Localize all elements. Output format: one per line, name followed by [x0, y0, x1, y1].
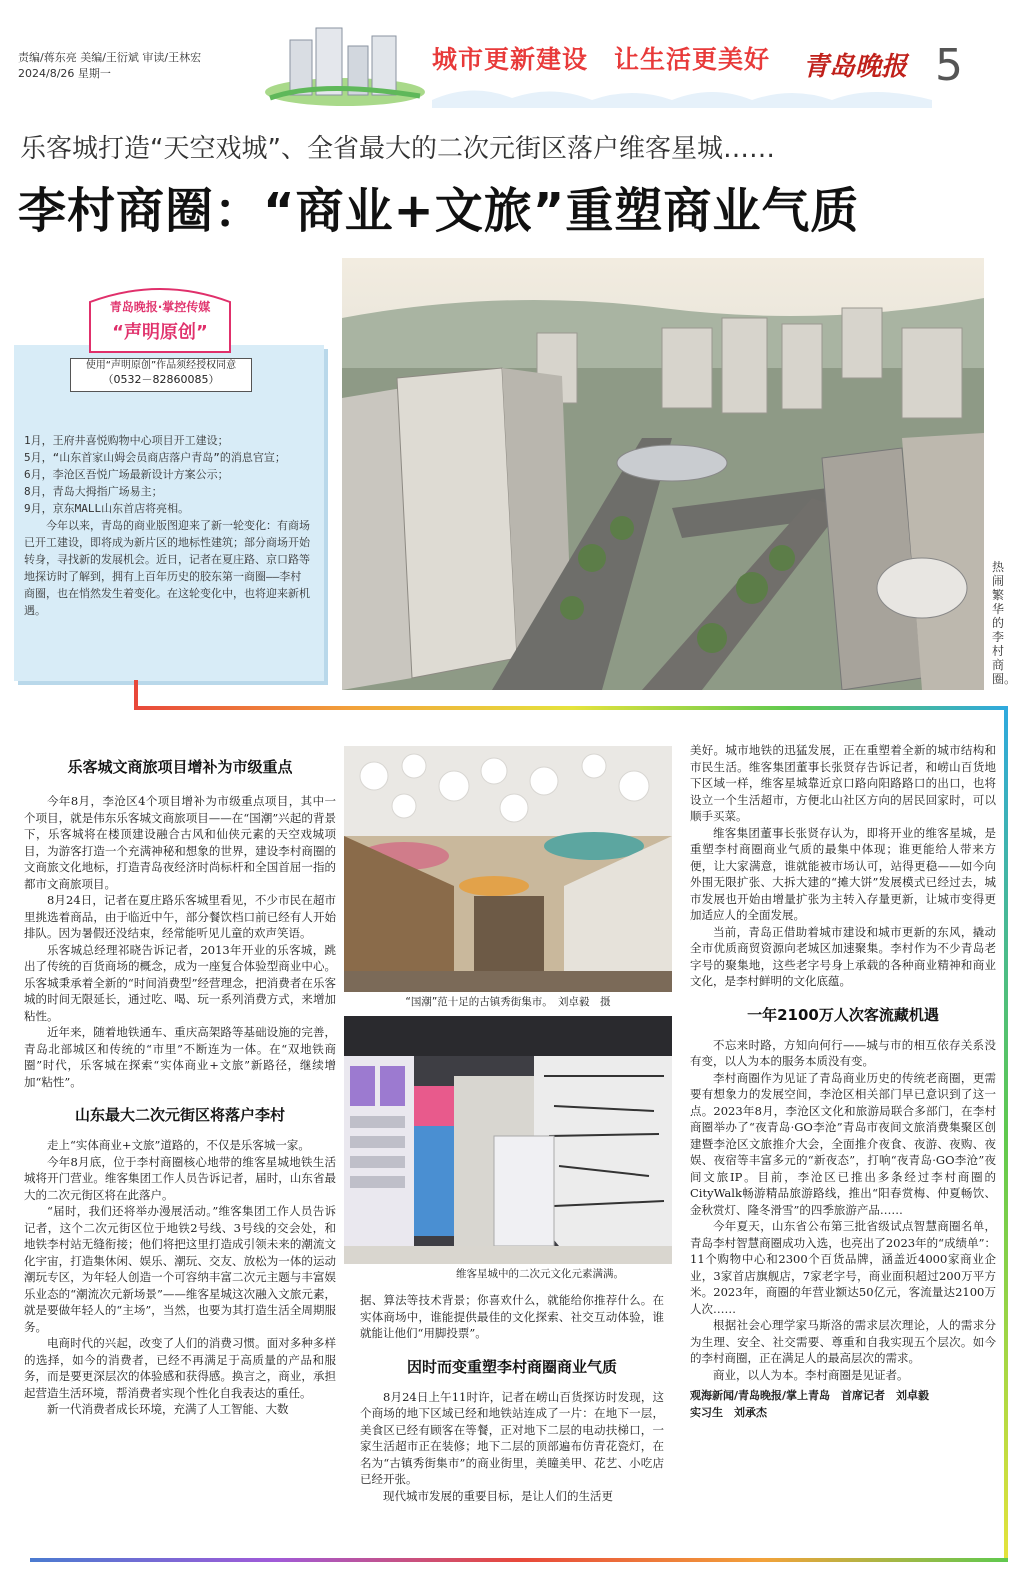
paragraph: 今年夏天，山东省公布第三批省级试点智慧商圈名单，青岛李村智慧商圈成功入选，也亮出了2023年的“成绩单”：11个购物中心和2300个百货品牌，涵盖近4000家商业企业，3家首店旗舰店，7家老字号，商业面积超过200万平方米。2023年，商圈的年营业额达50亿元，客流量达2100万人次…… [690, 1219, 996, 1316]
left-column [24, 756, 336, 1418]
paragraph: 商业，以人为本。李村商圈是见证者。 [713, 1367, 909, 1382]
section-title: 山东最大二次元街区将落户李村 [74, 1106, 285, 1124]
main-aerial-photo [342, 258, 984, 690]
paragraph: 走上“实体商业+文旅”道路的，不仅是乐客城一家。 [47, 1138, 310, 1152]
right-column [690, 742, 996, 1421]
stamp-line1: 青岛晚报·掌控传媒 [109, 300, 211, 314]
paragraph: 根据社会心理学家马斯洛的需求层次理论，人的需求分为生理、安全、社交需要、尊重和自我实现五个层次。如今的李村商圈，正在满足人的最高层次的需求。 [690, 1318, 996, 1365]
newspaper-logo: 青岛晚报 [803, 52, 908, 82]
intro-paragraph: 今年以来，青岛的商业版图迎来了新一轮变化：有商场已开工建设，即将成为新片区的地标性建筑；部分商场开始转身，寻找新的发展机会。近日，记者在夏庄路、京口路等地探访时了解到，拥有上百年历史的胶东第一商圈——李村商圈，也在悄然发生着变化。在这轮变化中，也将迎来新机遇。 [24, 519, 310, 617]
frame-top-line [136, 706, 1008, 710]
page-credits [18, 50, 201, 82]
paragraph: 近年来，随着地铁通车、重庆高架路等基础设施的完善，青岛北部城区和传统的“市里”不断连为一体。在“双地铁商圈”时代，乐客城在探索“实体商业+文旅”新路径，继续增加“粘性”。 [24, 1025, 336, 1089]
intro-line: 5月，“山东首家山姆会员商店落户青岛”的消息官宣； [24, 451, 286, 464]
credits-date: 2024/8/26 星期一 [18, 67, 111, 80]
section-title: 乐客城文商旅项目增补为市级重点 [67, 758, 293, 776]
anime-street-photo [344, 1016, 672, 1264]
paragraph: 据、算法等技术背景；你喜欢什么，就能给你推荐什么。在实体商场中，谁能提供最佳的文化探索、社交互动体验，谁就能让他们“用脚投票”。 [360, 1293, 664, 1340]
section-title: 一年2100万人次客流藏机遇 [747, 1005, 939, 1024]
intro-line: 6月，李沧区吾悦广场最新设计方案公示； [24, 468, 229, 481]
market-street-photo [344, 746, 672, 992]
middle-column [360, 1292, 664, 1504]
intro-line: 8月，青岛大拇指广场易主； [24, 485, 163, 498]
byline-line: 实习生 刘承杰 [690, 1406, 767, 1419]
paragraph: 李村商圈作为见证了青岛商业历史的传统老商圈，更需要有想象力的发展空间，李沧区相关部门早已意识到了这一点。2023年8月，李沧区文化和旅游局联合多部门，在李村商圈举办了“夜青岛·GO李沧”青岛市夜间文旅消费集聚区创建暨李沧区文旅推介大会，全面推介夜食、夜游、夜购、夜娱、夜宿等丰富多元的“新夜态”，打响“夜青岛·GO李沧”夜间文旅IP。目前，李沧区已推出多条经过李村商圈的CityWalk畅游精品旅游路线，推出“阳春赏梅、仲夏畅饮、金秋赏灯、隆冬滑雪”的四季旅游产品…… [690, 1070, 996, 1217]
intro-text [24, 432, 312, 619]
photo-caption: “国潮”范十足的古镇秀街集市。 刘卓毅 摄 [405, 996, 611, 1008]
byline [690, 1387, 996, 1421]
paragraph: 新一代消费者成长环境，充满了人工智能、大数 [47, 1402, 289, 1416]
original-stamp [80, 282, 240, 358]
intro-line: 9月，京东MALL山东首店将亮相。 [24, 502, 190, 515]
paragraph: 电商时代的兴起，改变了人们的消费习惯。面对多种多样的选择，如今的消费者，已经不再满足于高质量的产品和服务，而是要更深层次的体验感和获得感。换言之，商业，承担起营造生活环境，帮消费者实现个性化自我表达的重任。 [24, 1336, 336, 1400]
section-slogan: 城市更新建设 让生活更美好 [432, 45, 771, 74]
article-subtitle: 乐客城打造“天空戏城”、全省最大的二次元街区落户维客星城…… [20, 134, 775, 164]
byline-line: 观海新闻/青岛晚报/掌上青岛 首席记者 刘卓毅 [690, 1389, 930, 1402]
cloud-decoration [432, 78, 932, 108]
paragraph: “届时，我们还将举办漫展活动。”维客集团工作人员告诉记者，这个二次元街区位于地铁2号线、3号线的交会处，和地铁李村站无缝衔接；他们将把这里打造成引领未来的潮流文化宇宙，打造集休闲、娱乐、潮玩、交友、放松为一体的运动潮玩专区，为年轻人创造一个可容纳丰富二次元主题与丰富娱乐业态的“潮流次元新场景”——维客星城这次融入文旅元素，就是要做年轻人的“主场”，当然，也要为其打造生活全周期服务。 [24, 1204, 336, 1334]
photo-caption: 维客星城中的二次元文化元素满满。 [456, 1268, 624, 1280]
authorization-notice [70, 358, 252, 392]
article-headline: 李村商圈：“商业+文旅”重塑商业气质 [18, 183, 860, 239]
paragraph: 不忘来时路，方知向何行——城与市的相互依存关系没有变，以人为本的服务本质没有变。 [690, 1037, 996, 1068]
city-skyline-illustration [260, 20, 430, 108]
frame-right-line [1004, 706, 1008, 1562]
credits-editors: 责编/蒋东亮 美编/王衍斌 审读/王林宏 [18, 51, 202, 64]
section-title: 因时而变重塑李村商圈商业气质 [406, 1357, 617, 1376]
main-photo-caption: 热闹繁华的李村商圈。 [992, 560, 1017, 686]
paragraph: 今年8月底，位于李村商圈核心地带的维客星城地铁生活城将开门营业。维客集团工作人员告诉记者，届时，山东省最大的二次元街区将在此落户。 [24, 1154, 336, 1202]
stamp-line2: “声明原创” [112, 322, 208, 343]
page-number: 5 [935, 40, 963, 91]
paragraph: 当前，青岛正借助着城市建设和城市更新的东风，撬动全市优质商贸资源向老城区加速聚集。李村作为不少青岛老字号的聚集地，这些老字号身上承载的各种商业精神和商业文化，是李村鲜明的文化底蕴。 [690, 924, 996, 988]
paragraph: 8月24日上午11时许，记者在崂山百货探访时发现，这个商场的地下区域已经和地铁站连成了一片：在地下一层，美食区已经有顾客在等餐，正对地下二层的电动扶梯口，一家生活超市正在装修；地下二层的顶部遍布仿青花瓷灯，在名为“古镇秀街集市”的商业街里，美瞳美甲、花艺、小吃店已经开张。 [360, 1389, 664, 1486]
paragraph: 美好。城市地铁的迅猛发展，正在重塑着全新的城市结构和市民生活。维客集团董事长张贤存告诉记者，和崂山百货地下区域一样，维客星城靠近京口路向阳路路口的出口，也将设立一个生活超市，方便北山社区方向的居民回家时，可以顺手买菜。 [690, 743, 996, 823]
auth-phone: （0532－82860085） [102, 373, 220, 386]
paragraph: 现代城市发展的重要目标，是让人们的生活更 [383, 1488, 613, 1503]
auth-notice-text: 使用“声明原创”作品须经授权同意 [85, 360, 237, 371]
paragraph: 8月24日，记者在夏庄路乐客城里看见，不少市民在超市里挑选着商品，由于临近中午，部分餐饮档口前已经有人开始排队。因为暑假还没结束，经常能听见儿童的欢声笑语。 [24, 893, 336, 940]
paragraph: 今年8月，李沧区4个项目增补为市级重点项目，其中一个项目，就是伟东乐客城文商旅项目——在“国潮”兴起的背景下，乐客城将在楼顶建设融合古风和仙侠元素的天空戏城项目，为游客打造一个充满神秘和想象的世界，建设李村商圈的文商旅文化地标，打造青岛夜经济时尚标杆和全国首屈一指的都市文商旅项目。 [24, 794, 336, 891]
frame-bottom-line [30, 1558, 1008, 1562]
paragraph: 乐客城总经理祁晓告诉记者，2013年开业的乐客城，跳出了传统的百货商场的概念，成为一座复合体验型商业中心。乐客城秉承着全新的“时间消费型”经营理念，把消费者在乐客城的时间无限延长，通过吃、喝、玩一系列消费方式，来增加粘性。 [24, 942, 336, 1023]
paragraph: 维客集团董事长张贤存认为，即将开业的维客星城，是重塑李村商圈商业气质的最集中体现；谁更能给人带来方便，让大家满意，谁就能被市场认可，站得更稳——如今向外围无限扩张、大拆大建的“摊大饼”发展模式已经过去，城市发展也开始由增量扩张为主转入存量更新，让城市变得更加适应人的全面发展。 [690, 825, 996, 922]
intro-line: 1月，王府井喜悦购物中心项目开工建设； [24, 434, 229, 447]
